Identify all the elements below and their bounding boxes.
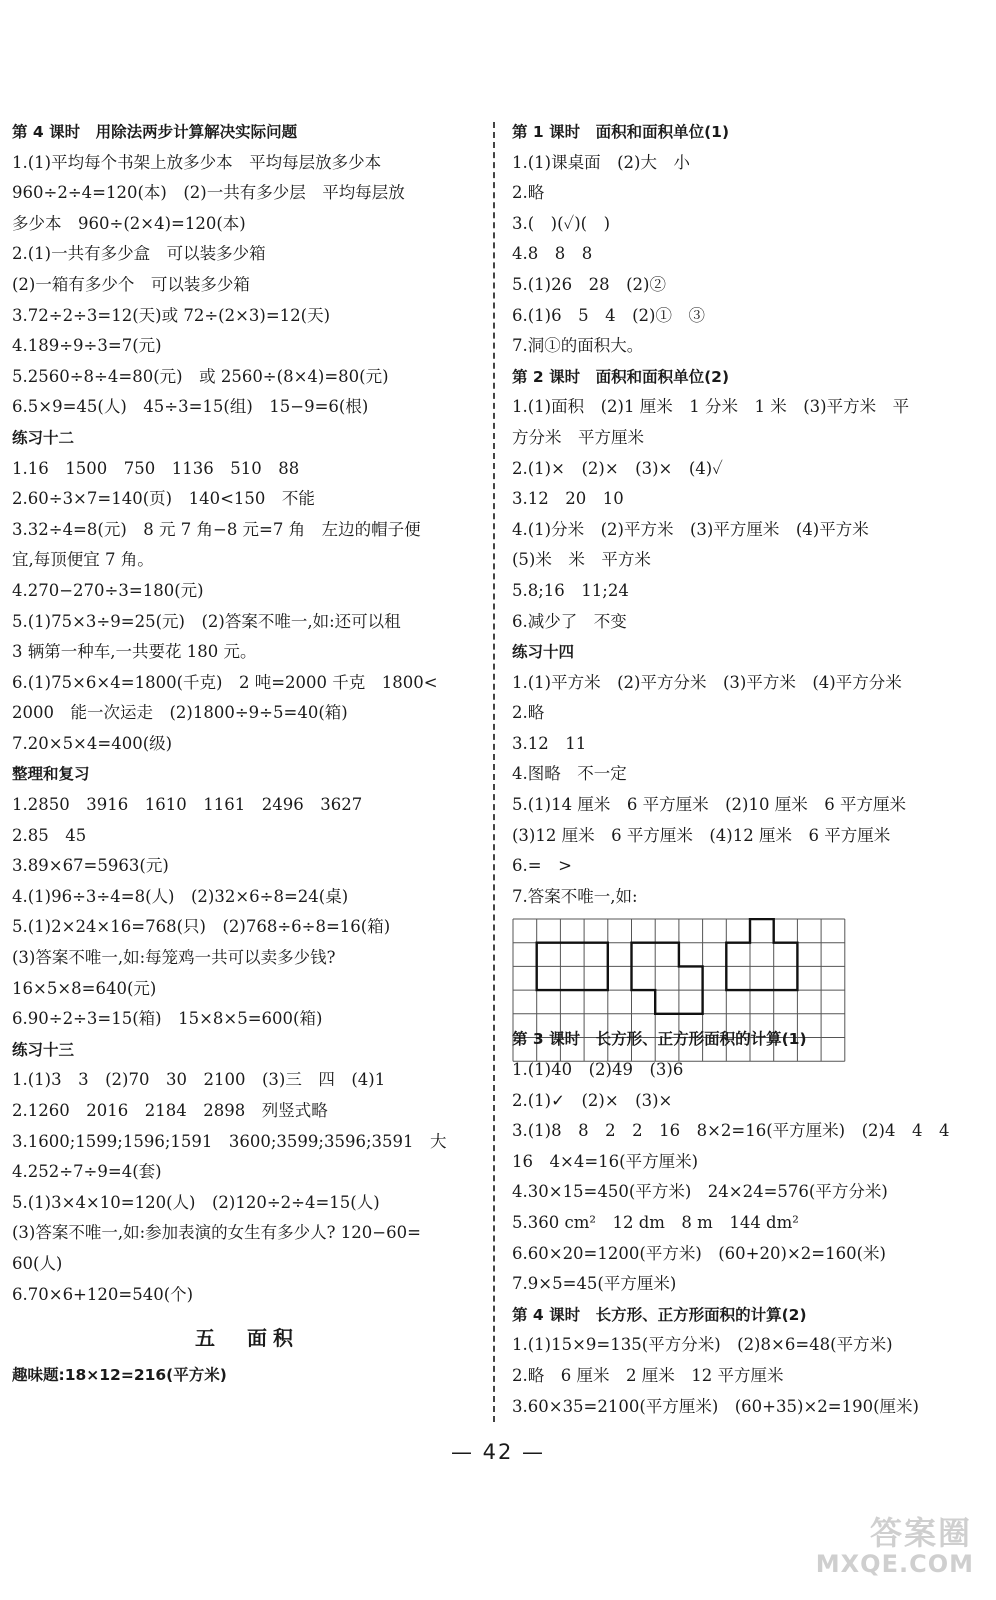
answer-line: 5.(1)26 28 (2)② [512,274,666,294]
answer-line: (5)米 米 平方米 [512,550,651,570]
watermark-url: MXQE.COM [815,1550,974,1578]
answer-line: 5.8;16 11;24 [512,580,629,600]
answer-line: 1.(1)平均每个书架上放多少本 平均每层放多少本 [12,152,382,172]
answer-line: 2.(1)× (2)× (3)× (4)✓ [512,458,723,478]
answer-line: 3.32÷4=8(元) 8 元 7 角−8 元=7 角 左边的帽子便 [12,519,421,539]
answer-line: 5.360 cm² 12 dm 8 m 144 dm² [512,1213,799,1232]
answer-line: 7.9×5=45(平方厘米) [512,1274,677,1294]
watermark-title: 答案圈 [869,1514,972,1552]
answer-line: 4.30×15=450(平方米) 24×24=576(平方分米) [512,1182,888,1202]
answer-line: 3.(1)8 8 2 2 16 8×2=16(平方厘米) (2)4 4 4 [512,1121,950,1141]
answer-line: 方分米 平方厘米 [512,427,644,447]
right-column-top-block [512,117,984,912]
answer-line: 6.(1)75×6×4=1800(千克) 2 吨=2000 千克 1800< [12,672,438,692]
answer-line: 4.8 8 8 [512,244,593,264]
answer-line: 3.1600;1599;1596;1591 3600;3599;3596;3591 大 [12,1131,447,1151]
answer-line: 3.( )(✓)( ) [512,213,611,233]
answer-line: 2.(1)✓ (2)× (3)× [512,1090,673,1110]
answer-line: 4.(1)分米 (2)平方米 (3)平方厘米 (4)平方米 [512,519,869,539]
section-heading: 第 1 课时 面积和面积单位(1) [512,123,730,141]
answer-line: 6.5×9=45(人) 45÷3=15(组) 15−9=6(根) [12,397,369,417]
answer-line: 16×5×8=640(元) [12,978,157,998]
answer-line: 2.略 6 厘米 2 厘米 12 平方厘米 [512,1365,784,1385]
watermark-logo [788,1508,978,1586]
answer-line: 多少本 960÷(2×4)=120(本) [12,213,246,233]
answer-line: 5.(1)3×4×10=120(人) (2)120÷2÷4=15(人) [12,1192,380,1212]
answer-line: 7.20×5×4=400(级) [12,733,173,753]
chapter-title: 五 面积 [195,1326,299,1351]
answer-line: 2000 能一次运走 (2)1800÷9÷5=40(箱) [12,703,348,723]
answer-line: 7.洞①的面积大。 [512,336,644,356]
answer-line: 6.90÷2÷3=15(箱) 15×8×5=600(箱) [12,1009,323,1029]
answer-line: 960÷2÷4=120(本) (2)一共有多少层 平均每层放 [12,183,405,203]
answer-line: 60(人) [12,1253,63,1273]
answer-line: 6.60×20=1200(平方米) (60+20)×2=160(米) [512,1243,886,1263]
answer-line: 2.(1)一共有多少盒 可以装多少箱 [12,244,266,264]
answer-line: 6.(1)6 5 4 (2)① ③ [512,305,705,325]
answer-line: 16 4×4=16(平方厘米) [512,1151,699,1171]
answer-line: 3 辆第一种车,一共要花 180 元。 [12,642,257,662]
answer-line: 4.252÷7÷9=4(套) [12,1162,162,1182]
answer-line: 4.270−270÷3=180(元) [12,580,204,600]
column-divider [493,122,495,1422]
answer-line: 1.(1)平方米 (2)平方分米 (3)平方米 (4)平方分米 [512,672,902,692]
answer-line: 4.189÷9÷3=7(元) [12,336,162,356]
answer-line: 1.(1)课桌面 (2)大 小 [512,152,690,172]
answer-line: 5.(1)75×3÷9=25(元) (2)答案不唯一,如:还可以租 [12,611,401,631]
answer-line: 5.(1)14 厘米 6 平方厘米 (2)10 厘米 6 平方厘米 [512,795,906,815]
answer-line: 1.(1)面积 (2)1 厘米 1 分米 1 米 (3)平方米 平 [512,397,910,417]
answer-line: 7.答案不唯一,如: [512,886,638,906]
answer-line: 3.89×67=5963(元) [12,856,169,876]
answer-line: 5.(1)2×24×16=768(只) (2)768÷6÷8=16(箱) [12,917,391,937]
section-heading: 第 2 课时 面积和面积单位(2) [512,367,730,386]
answer-line: 2.略 [512,183,545,203]
grid-shape-3 [726,919,797,990]
answer-line: 3.60×35=2100(平方厘米) (60+35)×2=190(厘米) [512,1396,919,1416]
answer-line: 3.12 11 [512,733,587,753]
section-heading: 练习十三 [12,1040,75,1059]
answer-line: 1.2850 3916 1610 1161 2496 3627 [12,795,363,815]
answer-line: (3)答案不唯一,如:每笼鸡一共可以卖多少钱? [12,948,336,968]
section-heading: 练习十二 [12,428,75,447]
left-answer-column [12,117,482,1391]
answer-line: 2.略 [512,703,545,723]
answer-line: 5.2560÷8÷4=80(元) 或 2560÷(8×4)=80(元) [12,366,389,386]
section-heading: 练习十四 [512,643,575,662]
answer-line: 2.85 45 [12,825,87,845]
answer-line: 2.1260 2016 2184 2898 列竖式略 [12,1101,328,1120]
section-heading: 第 3 课时 长方形、正方形面积的计算(1) [512,1030,807,1049]
answer-line: 1.(1)3 3 (2)70 30 2100 (3)三 四 (4)1 [12,1070,386,1090]
answer-line: 6.70×6+120=540(个) [12,1284,194,1304]
right-answer-column [512,117,984,1422]
answer-line: (3)12 厘米 6 平方厘米 (4)12 厘米 6 平方厘米 [512,825,891,845]
grid-shape-2 [632,943,703,1014]
answer-line: 1.(1)15×9=135(平方分米) (2)8×6=48(平方米) [512,1335,893,1355]
answer-line: 宜,每顶便宜 7 角。 [12,550,154,570]
page-number: — 42 — [450,1440,546,1464]
fun-question: 趣味题:18×12=216(平方米) [12,1366,227,1385]
answer-line: (3)答案不唯一,如:参加表演的女生有多少人? 120−60= [12,1223,421,1243]
answer-line: 2.60÷3×7=140(页) 140<150 不能 [12,489,315,509]
answer-line: 6.减少了 不变 [512,611,627,631]
right-column-bottom-block [512,1024,984,1422]
area-grid-figure [512,912,984,1024]
answer-line: (2)一箱有多少个 可以装多少箱 [12,274,250,294]
answer-line: 1.16 1500 750 1136 510 88 [12,458,300,478]
section-heading: 第 4 课时 用除法两步计算解决实际问题 [12,123,298,141]
answer-line: 4.图略 不一定 [512,764,627,784]
answer-line: 1.(1)40 (2)49 (3)6 [512,1060,684,1080]
section-heading: 整理和复习 [12,765,90,784]
answer-line: 3.12 20 10 [512,489,624,509]
answer-line: 4.(1)96÷3÷4=8(人) (2)32×6÷8=24(桌) [12,886,349,906]
answer-line: 6.= > [512,856,572,876]
answer-line: 3.72÷2÷3=12(天)或 72÷(2×3)=12(天) [12,305,331,325]
section-heading: 第 4 课时 长方形、正方形面积的计算(2) [512,1305,807,1324]
